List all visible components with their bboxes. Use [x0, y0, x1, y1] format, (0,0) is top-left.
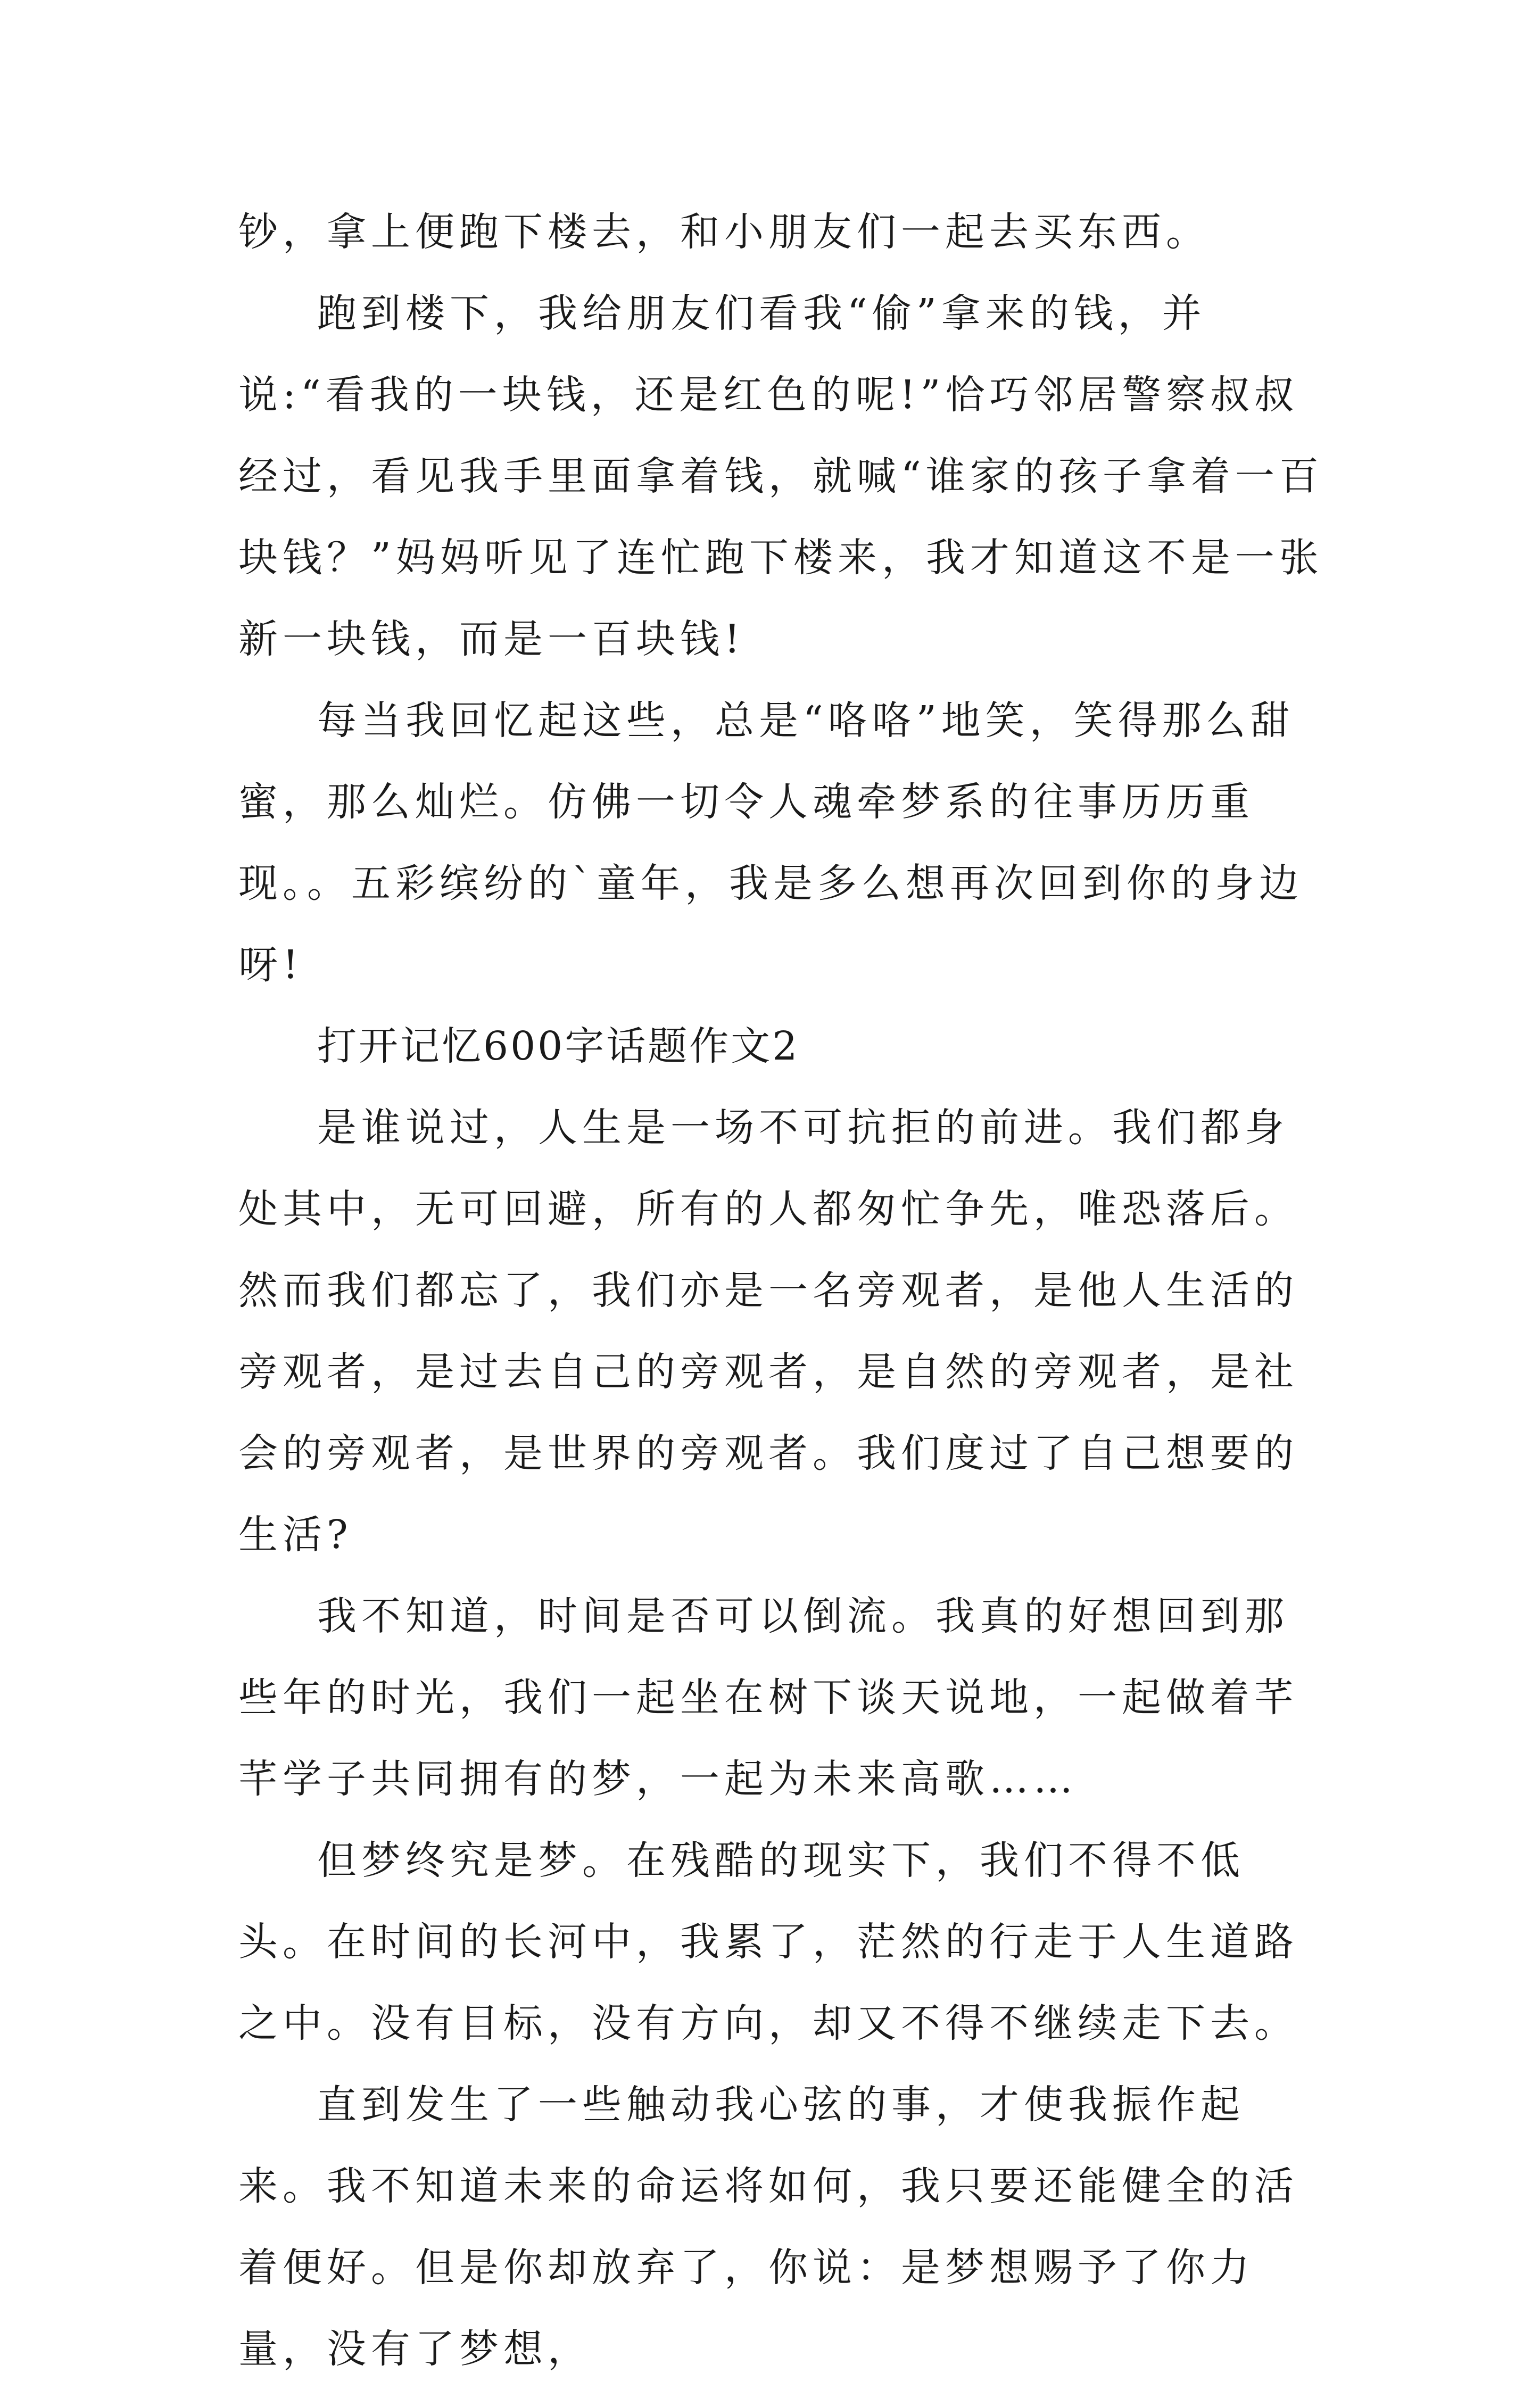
paragraph: 直到发生了一些触动我心弦的事，才使我振作起来。我不知道未来的命运将如何，我只要还能健全的活着便好。但是你却放弃了，你说：是梦想赐予了你力量，没有了梦想，	[238, 2082, 1298, 2372]
paragraph: 跑到楼下，我给朋友们看我“偷”拿来的钱，并说:“看我的一块钱，还是红色的呢!”恰巧邻居警察叔叔经过，看见我手里面拿着钱，就喊“谁家的孩子拿着一百块钱？”妈妈听见了连忙跑下楼来，我才知道这不是一张新一块钱，而是一百块钱!	[238, 291, 1323, 662]
paragraph: 每当我回忆起这些，总是“咯咯”地笑，笑得那么甜蜜，那么灿烂。仿佛一切令人魂牵梦系的往事历历重现。。五彩缤纷的`童年，我是多么想再次回到你的身边呀!	[238, 698, 1303, 988]
document-body	[238, 192, 1329, 2390]
paragraph: 是谁说过，人生是一场不可抗拒的前进。我们都身处其中，无可回避，所有的人都匆忙争先，唯恐落后。然而我们都忘了，我们亦是一名旁观者，是他人生活的旁观者，是过去自己的旁观者，是自然的旁观者，是社会的旁观者，是世界的旁观者。我们度过了自己想要的生活?	[238, 1105, 1298, 1558]
paragraph-continuation: 钞，拿上便跑下楼去，和小朋友们一起去买东西。	[238, 209, 1210, 255]
paragraph: 但梦终究是梦。在残酷的现实下，我们不得不低头。在时间的长河中，我累了，茫然的行走于人生道路之中。没有目标，没有方向，却又不得不继续走下去。	[238, 1838, 1298, 2046]
section-heading: 打开记忆600字话题作文2	[317, 1023, 800, 1069]
paragraph: 我不知道，时间是否可以倒流。我真的好想回到那些年的时光，我们一起坐在树下谈天说地，一起做着芊芊学子共同拥有的梦，一起为未来高歌……	[238, 1593, 1298, 1802]
